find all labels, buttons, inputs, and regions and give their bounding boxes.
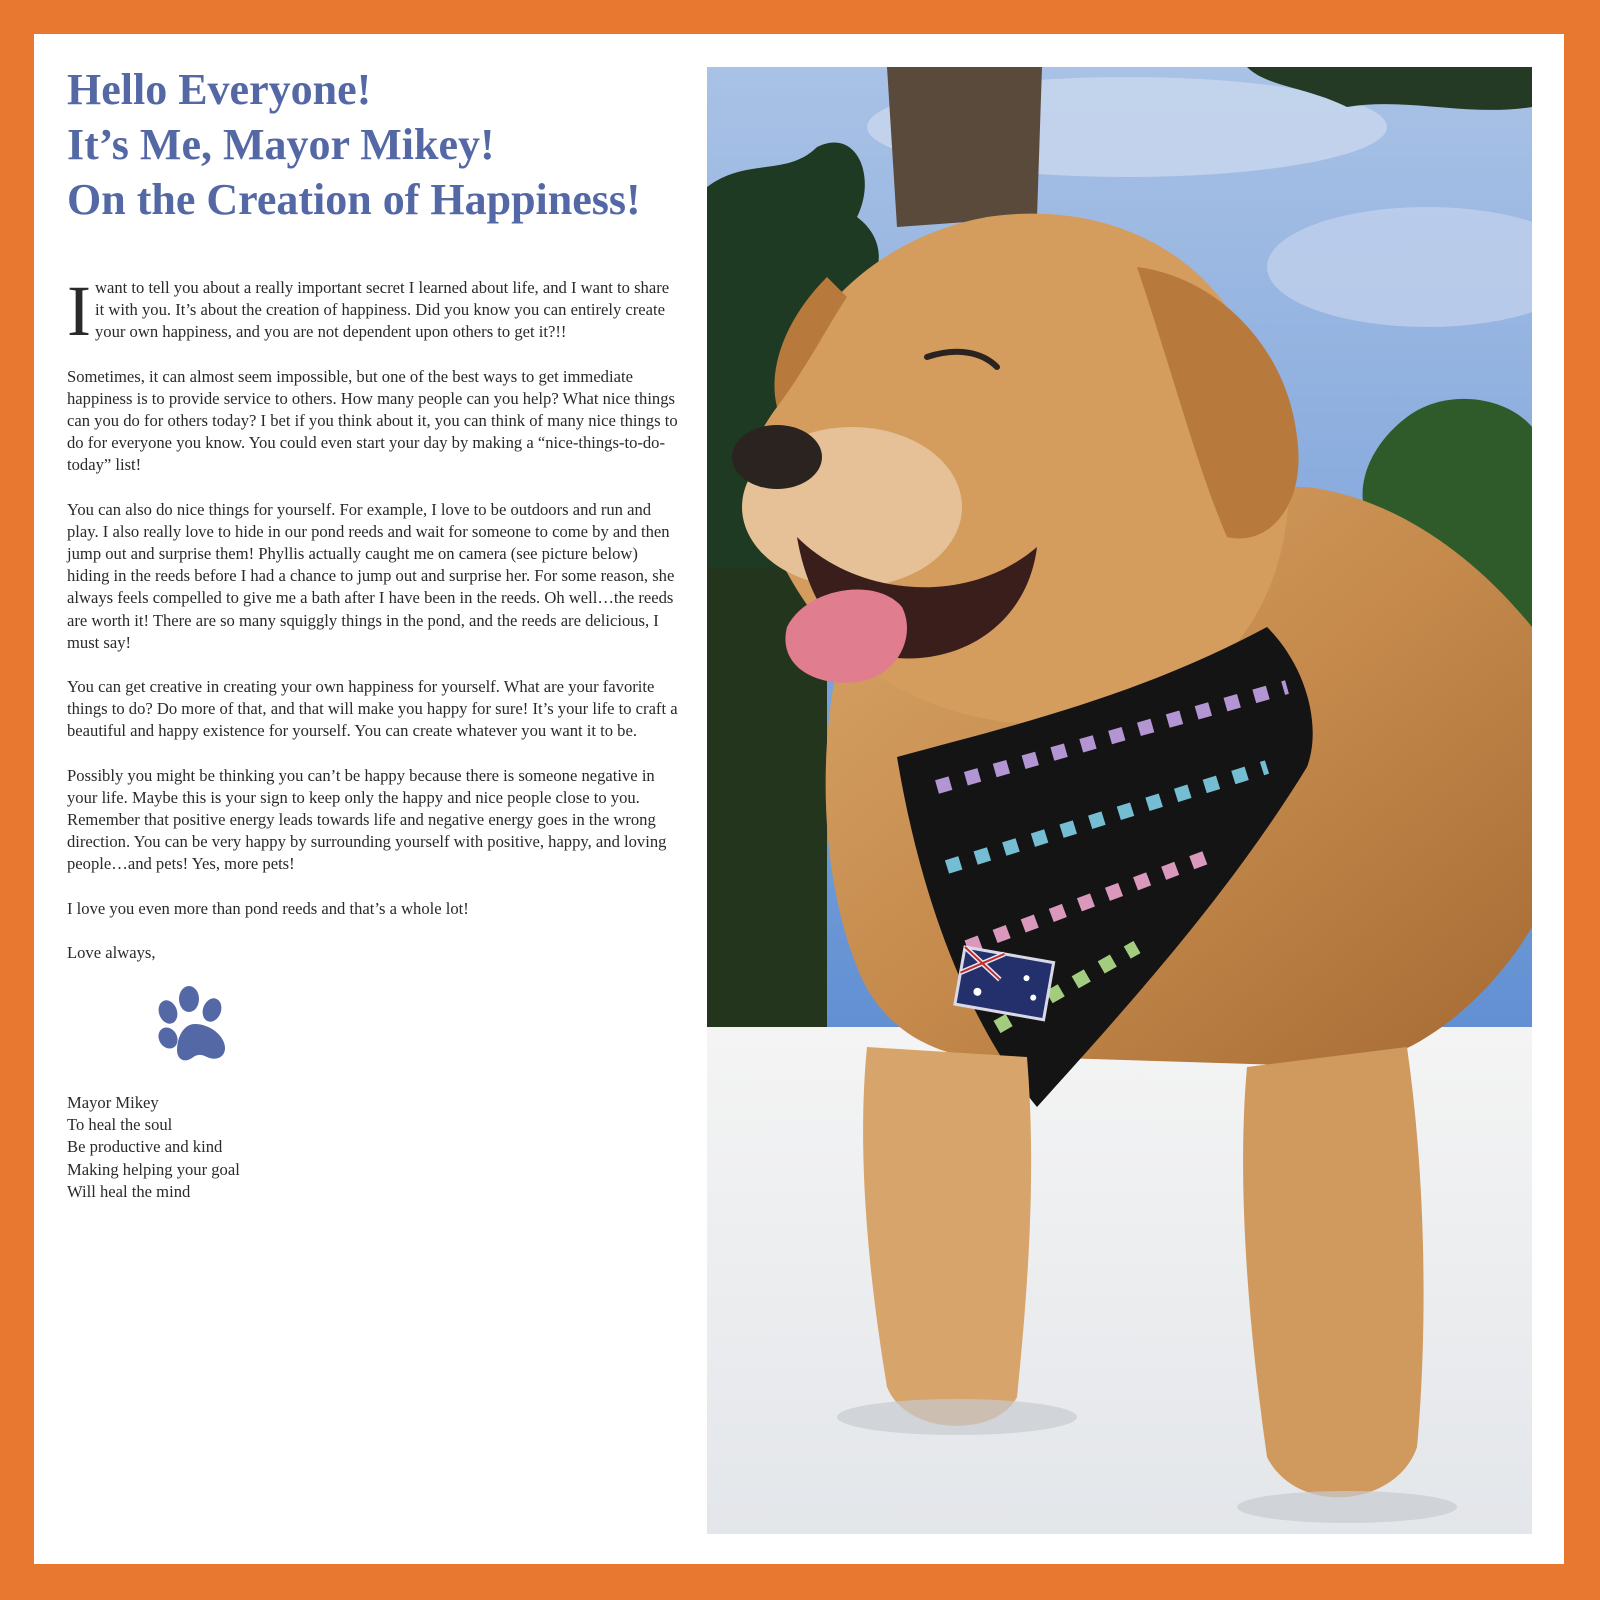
headline-line-2: It’s Me, Mayor Mikey! [67, 120, 495, 169]
poem-line: Be productive and kind [67, 1137, 223, 1157]
poem-line: Will heal the mind [67, 1181, 191, 1201]
paragraph-1 [67, 271, 682, 351]
page [34, 34, 1564, 1564]
letter-body [67, 271, 682, 1203]
headline-line-1: Hello Everyone! [67, 65, 372, 114]
letter-column [67, 62, 682, 1203]
paragraph-2: Sometimes, it can almost seem impossible, but one of the best ways to get immediate happiness is to provide service to others. How many people can you help? What nice things can you do for others today? I bet if you think about it, you can think of many nice things to do for everyone you know. You could even start your day by making a “nice-things-to-do-today” list! [67, 366, 678, 475]
paragraph-1-text: want to tell you about a really important secret I learned about life, and I want to share it with you. It’s about the creation of happiness. Did you know you can entirely create your own happiness, and you are not dependent upon others to get it?!! [94, 278, 670, 342]
paragraph-3: You can also do nice things for yourself. For example, I love to be outdoors and run and play. I also really love to hide in our pond reeds and wait for someone to come by and then jump out and surprise them! Phyllis actually caught me on camera (see picture below) hiding in the reeds before I had a chance to jump out and surprise her. For some reason, she always feels compelled to give me a bath after I have been in the reeds. Oh well…the reeds are worth it! There are so many squiggly things in the pond, and the reeds are delicious, I must say! [67, 499, 675, 652]
poem-line: Mayor Mikey [67, 1093, 159, 1113]
poem-line: Making helping your goal [67, 1159, 240, 1179]
headline-line-3: On the Creation of Happiness! [67, 175, 641, 224]
golden-retriever-photo-icon [707, 67, 1532, 1534]
poem-line: To heal the soul [67, 1115, 173, 1135]
paragraph-6: I love you even more than pond reeds and that’s a whole lot! [67, 898, 469, 918]
signature-poem [67, 1092, 682, 1203]
drop-cap: I [67, 271, 91, 351]
paragraph-4: You can get creative in creating your own happiness for yourself. What are your favorite things to do? Do more of that, and that will make you happy for sure! It’s your life to craft a beautiful and happy existence for yourself. You can create whatever you want it to be. [67, 677, 678, 741]
closing-line: Love always, [67, 942, 156, 962]
golden-retriever-photo [707, 67, 1532, 1534]
paragraph-5: Possibly you might be thinking you can’t be happy because there is someone negative in your life. Maybe this is your sign to keep only the happy and nice people close to you. Remember that positive energy leads towards life and negative energy goes in the wrong direction. You can be very happy by surrounding yourself with positive, happy, and loving people…and pets! Yes, more pets! [67, 765, 667, 874]
headline [67, 62, 682, 227]
paw-print-icon [155, 986, 231, 1064]
